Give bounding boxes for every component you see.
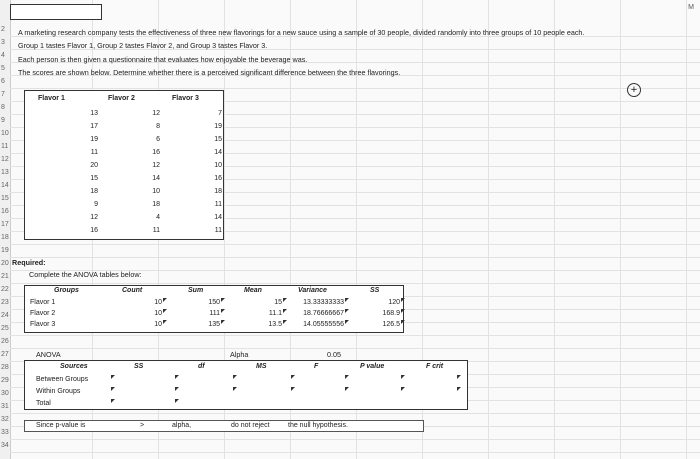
- summary-variance-cell[interactable]: 14.05555556: [303, 321, 344, 328]
- flavor2-value: 16: [152, 149, 160, 156]
- flavor2-value: 10: [152, 188, 160, 195]
- summary-variance-cell[interactable]: 13.33333333: [303, 299, 344, 306]
- flavor2-value: 14: [152, 175, 160, 182]
- row-number: 9: [1, 117, 5, 124]
- anova-row-within: Within Groups: [36, 388, 81, 395]
- anova-header-ms: MS: [256, 363, 267, 370]
- row-number: 20: [1, 260, 9, 267]
- summary-mean-cell[interactable]: 11.1: [268, 310, 282, 317]
- flavor1-value: 13: [90, 110, 98, 117]
- row-number: 22: [1, 286, 9, 293]
- row-gridline: [10, 283, 700, 284]
- summary-header-variance: Variance: [298, 287, 327, 294]
- dropdown-marker-icon: [401, 298, 405, 302]
- flavor2-value: 12: [152, 162, 160, 169]
- name-box[interactable]: [10, 4, 102, 20]
- dropdown-marker-icon: [111, 387, 115, 391]
- summary-mean-cell[interactable]: 13.5: [268, 321, 282, 328]
- summary-group-cell: Flavor 2: [30, 310, 56, 317]
- row-number: 11: [1, 143, 9, 150]
- summary-header-groups: Groups: [54, 287, 79, 294]
- conclusion-prefix: Since p-value is: [36, 422, 86, 429]
- flavor3-value: 19: [214, 123, 222, 130]
- flavor1-value: 15: [90, 175, 98, 182]
- conclusion-decision[interactable]: do not reject: [231, 422, 270, 429]
- anova-header-sources: Sources: [60, 363, 88, 370]
- flavor1-value: 20: [90, 162, 98, 169]
- flavor-header-2: Flavor 2: [108, 95, 135, 102]
- flavor2-value: 8: [156, 123, 160, 130]
- dropdown-marker-icon: [457, 375, 461, 379]
- required-label: Required:: [12, 258, 46, 267]
- row-number: 10: [1, 130, 9, 137]
- summary-count-cell[interactable]: 10: [154, 310, 162, 317]
- row-number: 30: [1, 390, 9, 397]
- row-number: 29: [1, 377, 9, 384]
- flavor1-value: 16: [90, 227, 98, 234]
- alpha-value: 0.05: [327, 350, 341, 359]
- row-number: 25: [1, 325, 9, 332]
- row-number: 8: [1, 104, 5, 111]
- flavor1-value: 11: [90, 149, 98, 156]
- summary-header-sum: Sum: [188, 287, 204, 294]
- summary-mean-cell[interactable]: 15: [274, 299, 282, 306]
- dropdown-marker-icon: [175, 399, 179, 403]
- anova-row-between: Between Groups: [36, 376, 89, 383]
- row-number: 15: [1, 195, 9, 202]
- row-number: 32: [1, 416, 9, 423]
- row-number: 4: [1, 52, 5, 59]
- row-gridline: [10, 88, 700, 89]
- flavor3-value: 11: [214, 227, 222, 234]
- anova-header-fcrit: F crit: [426, 363, 444, 370]
- row-number: 2: [1, 26, 5, 33]
- dropdown-marker-icon: [291, 375, 295, 379]
- flavor2-value: 6: [156, 136, 160, 143]
- row-gridline: [10, 413, 700, 414]
- column-gridline: [686, 0, 687, 459]
- anova-header-ss: SS: [134, 363, 144, 370]
- row-number: 24: [1, 312, 9, 319]
- column-header-m: M: [688, 4, 694, 11]
- anova-header-df: df: [198, 363, 205, 370]
- intro-line-4: The scores are shown below. Determine whether there is a perceived significant difference between the three flavorings.: [18, 68, 401, 77]
- summary-sum-cell[interactable]: 150: [208, 299, 220, 306]
- row-number: 26: [1, 338, 9, 345]
- dropdown-marker-icon: [111, 375, 115, 379]
- flavor1-value: 17: [90, 123, 98, 130]
- dropdown-marker-icon: [233, 375, 237, 379]
- alpha-label: Alpha: [230, 350, 249, 359]
- row-number: 16: [1, 208, 9, 215]
- row-number: 13: [1, 169, 9, 176]
- flavor3-value: 15: [214, 136, 222, 143]
- row-number: 34: [1, 442, 9, 449]
- row-number: 28: [1, 364, 9, 371]
- flavor1-value: 9: [94, 201, 98, 208]
- dropdown-marker-icon: [175, 375, 179, 379]
- column-gridline: [488, 0, 489, 459]
- anova-header-f: F: [314, 363, 319, 370]
- flavor2-value: 12: [152, 110, 160, 117]
- row-number: 14: [1, 182, 9, 189]
- summary-header-ss: SS: [370, 287, 380, 294]
- summary-sum-cell[interactable]: 111: [209, 310, 220, 317]
- summary-group-cell: Flavor 3: [30, 321, 56, 328]
- summary-count-cell[interactable]: 10: [154, 321, 162, 328]
- anova-label: ANOVA: [36, 350, 61, 359]
- row-gridline: [10, 348, 700, 349]
- row-number: 3: [1, 39, 5, 46]
- row-gridline: [10, 244, 700, 245]
- summary-sum-cell[interactable]: 135: [208, 321, 220, 328]
- row-gridline: [10, 335, 700, 336]
- dropdown-marker-icon: [401, 387, 405, 391]
- flavor1-value: 19: [90, 136, 98, 143]
- row-number: 17: [1, 221, 9, 228]
- flavor-header-1: Flavor 1: [38, 95, 65, 102]
- summary-ss-cell[interactable]: 168.9: [382, 310, 400, 317]
- flavor3-value: 14: [214, 214, 222, 221]
- flavor1-value: 12: [90, 214, 98, 221]
- summary-variance-cell[interactable]: 18.76666667: [303, 310, 344, 317]
- flavor2-value: 11: [152, 227, 160, 234]
- dropdown-marker-icon: [233, 387, 237, 391]
- summary-ss-cell[interactable]: 126.5: [382, 321, 400, 328]
- dropdown-marker-icon: [345, 375, 349, 379]
- summary-count-cell[interactable]: 10: [154, 299, 162, 306]
- summary-header-mean: Mean: [244, 287, 262, 294]
- column-gridline: [554, 0, 555, 459]
- flavor3-value: 18: [214, 188, 222, 195]
- row-number: 21: [1, 273, 9, 280]
- row-gridline: [10, 452, 700, 453]
- summary-ss-cell[interactable]: 120: [388, 299, 400, 306]
- dropdown-marker-icon: [457, 387, 461, 391]
- row-number: 27: [1, 351, 9, 358]
- row-number: 19: [1, 247, 9, 254]
- summary-group-cell: Flavor 1: [30, 299, 56, 306]
- flavor2-value: 4: [156, 214, 160, 221]
- flavor1-value: 18: [90, 188, 98, 195]
- row-number: 18: [1, 234, 9, 241]
- flavor3-value: 11: [214, 201, 222, 208]
- dropdown-marker-icon: [401, 309, 405, 313]
- row-gridline: [10, 257, 700, 258]
- row-gridline: [10, 439, 700, 440]
- anova-row-total: Total: [36, 400, 51, 407]
- intro-line-3: Each person is then given a questionnaire that evaluates how enjoyable the beverage was.: [18, 55, 308, 64]
- conclusion-suffix: the null hypothesis.: [288, 422, 348, 429]
- dropdown-marker-icon: [175, 387, 179, 391]
- row-number: 5: [1, 65, 5, 72]
- row-number: 7: [1, 91, 5, 98]
- instruction-text: Complete the ANOVA tables below:: [29, 270, 142, 279]
- plus-cursor-icon: +: [627, 83, 641, 97]
- anova-table: [24, 360, 468, 410]
- conclusion-alpha: alpha,: [172, 422, 192, 429]
- flavor3-value: 7: [218, 110, 222, 117]
- row-number: 6: [1, 78, 5, 85]
- dropdown-marker-icon: [291, 387, 295, 391]
- flavor2-value: 18: [152, 201, 160, 208]
- conclusion-operator[interactable]: >: [140, 422, 145, 429]
- row-number: 23: [1, 299, 9, 306]
- column-gridline: [620, 0, 621, 459]
- dropdown-marker-icon: [111, 399, 115, 403]
- row-number: 31: [1, 403, 9, 410]
- intro-line-2: Group 1 tastes Flavor 1, Group 2 tastes Flavor 2, and Group 3 tastes Flavor 3.: [18, 41, 268, 50]
- intro-line-1: A marketing research company tests the effectiveness of three new flavorings for a new sauce using a sample of 30 people, divided randomly into three groups of 10 people each.: [18, 28, 585, 37]
- flavor3-value: 10: [214, 162, 222, 169]
- summary-header-count: Count: [122, 287, 143, 294]
- flavor3-value: 16: [214, 175, 222, 182]
- dropdown-marker-icon: [345, 387, 349, 391]
- flavor3-value: 14: [214, 149, 222, 156]
- row-number: 12: [1, 156, 9, 163]
- flavor-header-3: Flavor 3: [172, 95, 199, 102]
- anova-header-pvalue: P value: [360, 363, 385, 370]
- dropdown-marker-icon: [401, 375, 405, 379]
- row-number: 33: [1, 429, 9, 436]
- dropdown-marker-icon: [401, 320, 405, 324]
